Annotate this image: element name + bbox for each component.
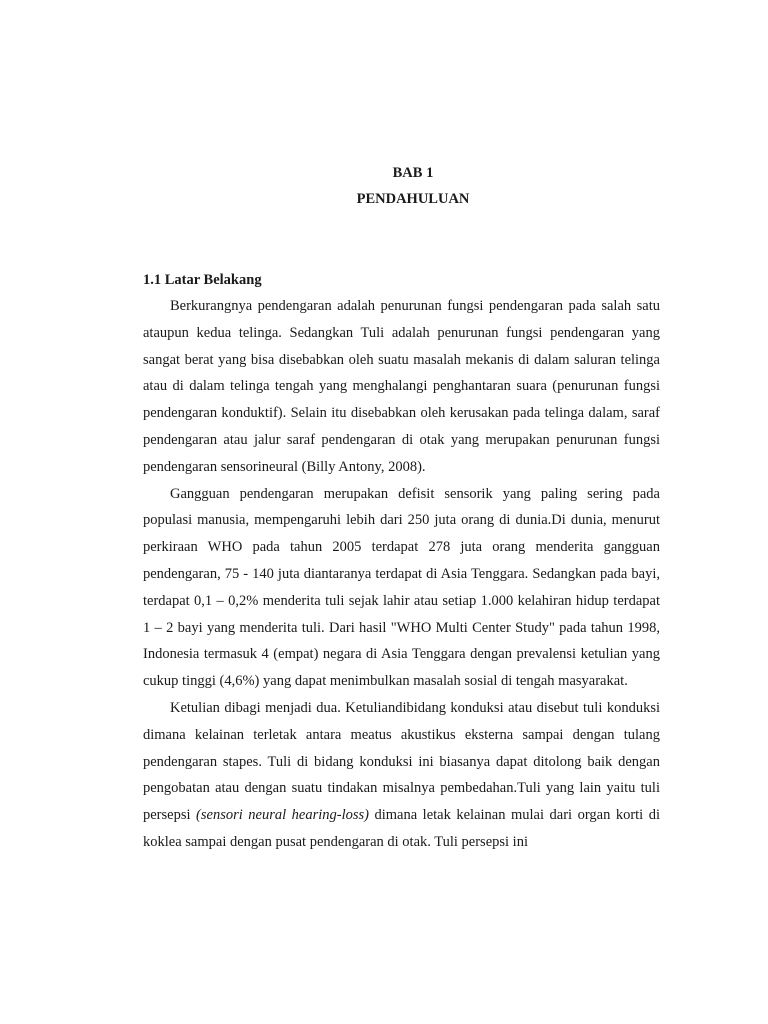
chapter-title: PENDAHULUAN [356,191,470,207]
paragraph-3 [143,695,660,856]
paragraph-1: Berkurangnya pendengaran adalah penurunan fungsi pendengaran pada salah satu ataupun kedua telinga. Sedangkan Tuli adalah penurunan fungsi pendengaran yang sangat berat yang bisa disebabkan oleh suatu masalah mekanis di dalam saluran telinga atau di dalam telinga tengah yang menghalangi penghantaran suara (penurunan fungsi pendengaran konduktif). Selain itu disebabkan oleh kerusakan pada telinga dalam, saraf pendengaran atau jalur saraf pendengaran di otak yang merupakan penurunan fungsi pendengaran sensorineural (Billy Antony, 2008). [143,298,660,475]
section-heading: 1.1 Latar Belakang [143,272,262,288]
paragraph-3-italic-term: (sensori neural hearing-loss) [196,807,369,824]
chapter-number: BAB 1 [392,165,434,181]
paragraph-3-end: dimana letak kelainan mulai dari organ korti di koklea sampai dengan pusat pendengaran di otak. Tuli persepsi ini [143,807,661,850]
paragraph-3-start: Ketulian dibagi menjadi dua. Ketuliandibidang konduksi atau disebut tuli konduksi dimana kelainan terletak antara meatus akustikus eksterna sampai dengan tulang pendengaran stapes. Tuli di bidang konduksi ini biasanya dapat ditolong baik dengan pengobatan atau dengan suatu tindakan misalnya pembedahan.Tuli yang lain yaitu tuli persepsi [143,699,660,824]
paragraph-2: Gangguan pendengaran merupakan defisit sensorik yang paling sering pada populasi manusia, mempengaruhi lebih dari 250 juta orang di dunia.Di dunia, menurut perkiraan WHO pada tahun 2005 terdapat 278 juta orang menderita gangguan pendengaran, 75 - 140 juta diantaranya terdapat di Asia Tenggara. Sedangkan pada bayi, terdapat 0,1 – 0,2% menderita tuli sejak lahir atau setiap 1.000 kelahiran hidup terdapat 1 – 2 bayi yang menderita tuli. Dari hasil "WHO Multi Center Study" pada tahun 1998, Indonesia termasuk 4 (empat) negara di Asia Tenggara dengan prevalensi ketulian yang cukup tinggi (4,6%) yang dapat menimbulkan masalah sosial di tengah masyarakat. [143,485,660,690]
body-text [143,293,660,856]
